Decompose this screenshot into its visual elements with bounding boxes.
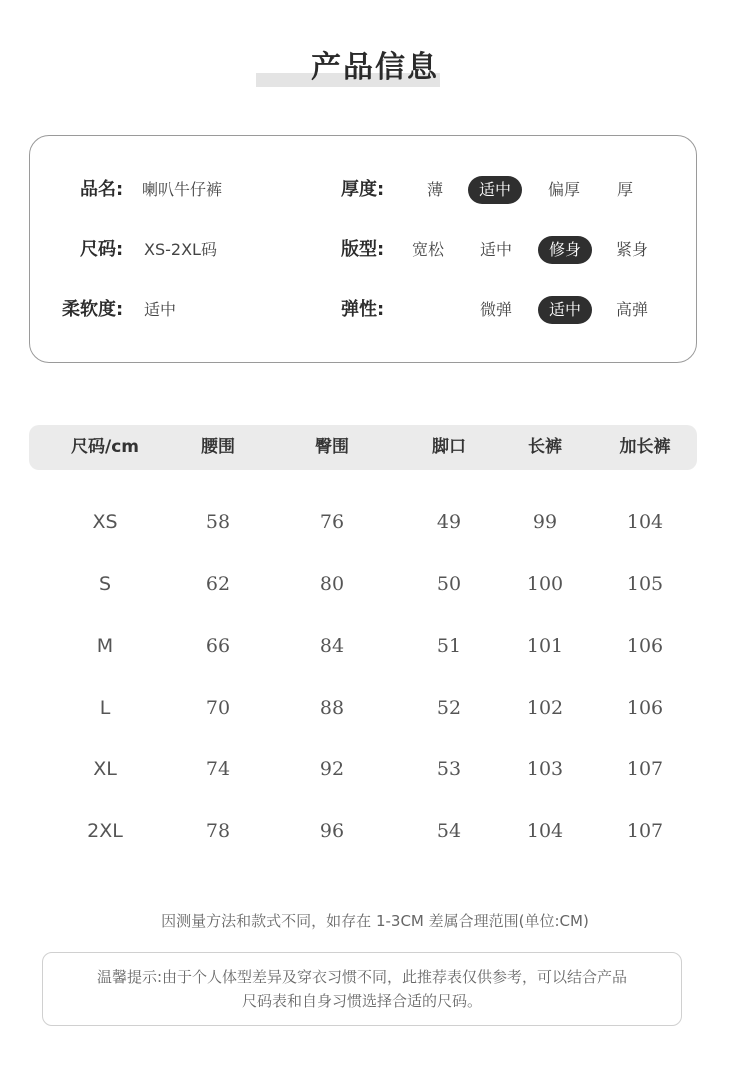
- header-waist: 腰围: [201, 437, 235, 457]
- cell-hem: 52: [436, 697, 462, 719]
- cell-size: XL: [93, 758, 117, 780]
- cell-long: 101: [526, 635, 564, 657]
- elasticity-option-slight: 微弹: [479, 300, 512, 319]
- fit-label: 版型:: [341, 239, 385, 260]
- table-row: [29, 626, 697, 666]
- cell-waist: 74: [205, 758, 231, 780]
- thickness-option-medium-selected: 适中: [468, 176, 522, 204]
- cell-hip: 80: [319, 573, 345, 595]
- elasticity-option-medium-selected: 适中: [538, 296, 592, 324]
- table-row: [29, 688, 697, 728]
- cell-hem: 53: [436, 758, 462, 780]
- cell-size: M: [96, 635, 114, 657]
- table-row: [29, 811, 697, 851]
- cell-hem: 49: [436, 511, 462, 533]
- fit-option-tight: 紧身: [615, 240, 648, 259]
- header-hem: 脚口: [432, 437, 466, 457]
- cell-size: 2XL: [87, 820, 123, 842]
- cell-hem: 54: [436, 820, 462, 842]
- cell-hem: 51: [436, 635, 462, 657]
- elasticity-option-high: 高弹: [615, 300, 648, 319]
- fit-option-regular: 适中: [479, 240, 512, 259]
- cell-hip: 84: [319, 635, 345, 657]
- fit-option-slim-selected: 修身: [538, 236, 592, 264]
- header-long-pants: 长裤: [528, 437, 562, 457]
- cell-hip: 92: [319, 758, 345, 780]
- cell-long: 100: [526, 573, 564, 595]
- cell-waist: 58: [205, 511, 231, 533]
- table-row: [29, 502, 697, 542]
- cell-size: L: [99, 697, 111, 719]
- name-label: 品名:: [80, 179, 124, 200]
- thickness-label: 厚度:: [341, 179, 385, 200]
- cell-hip: 88: [319, 697, 345, 719]
- thickness-option-thin: 薄: [426, 180, 443, 199]
- size-table-header: [29, 425, 697, 470]
- thickness-option-thickish: 偏厚: [547, 180, 580, 199]
- header-size: 尺码/cm: [71, 437, 139, 457]
- header-hip: 臀围: [315, 437, 349, 457]
- cell-extra-long: 106: [626, 635, 664, 657]
- tip-panel: [42, 952, 682, 1026]
- table-row: [29, 564, 697, 604]
- tip-line-2: 尺码表和自身习惯选择合适的尺码。: [241, 992, 482, 1010]
- cell-hip: 96: [319, 820, 345, 842]
- tip-text: [63, 965, 661, 1013]
- cell-extra-long: 105: [626, 573, 664, 595]
- softness-value: 适中: [144, 300, 177, 319]
- size-label: 尺码:: [80, 239, 124, 260]
- cell-long: 104: [526, 820, 564, 842]
- name-value: 喇叭牛仔裤: [142, 180, 223, 199]
- cell-waist: 70: [205, 697, 231, 719]
- thickness-option-thick: 厚: [616, 180, 633, 199]
- fit-option-loose: 宽松: [411, 240, 444, 259]
- softness-label: 柔软度:: [62, 299, 124, 320]
- elasticity-label: 弹性:: [341, 299, 385, 320]
- cell-extra-long: 107: [626, 758, 664, 780]
- cell-waist: 66: [205, 635, 231, 657]
- header-extra-long-pants: 加长裤: [619, 437, 671, 457]
- cell-long: 99: [532, 511, 558, 533]
- cell-extra-long: 104: [626, 511, 664, 533]
- cell-extra-long: 107: [626, 820, 664, 842]
- cell-size: S: [98, 573, 112, 595]
- product-info-panel: [29, 135, 697, 363]
- cell-long: 103: [526, 758, 564, 780]
- page-title: 产品信息: [311, 50, 439, 85]
- cell-waist: 78: [205, 820, 231, 842]
- tip-line-1: 温馨提示:由于个人体型差异及穿衣习惯不同，此推荐表仅供参考，可以结合产品: [96, 968, 628, 986]
- cell-extra-long: 106: [626, 697, 664, 719]
- size-value: XS-2XL码: [144, 240, 217, 259]
- cell-hip: 76: [319, 511, 345, 533]
- measurement-note: 因测量方法和款式不同，如存在 1-3CM 差属合理范围(单位:CM): [161, 912, 589, 930]
- cell-hem: 50: [436, 573, 462, 595]
- cell-size: XS: [92, 511, 118, 533]
- cell-waist: 62: [205, 573, 231, 595]
- table-row: [29, 749, 697, 789]
- title-section: [0, 48, 750, 92]
- cell-long: 102: [526, 697, 564, 719]
